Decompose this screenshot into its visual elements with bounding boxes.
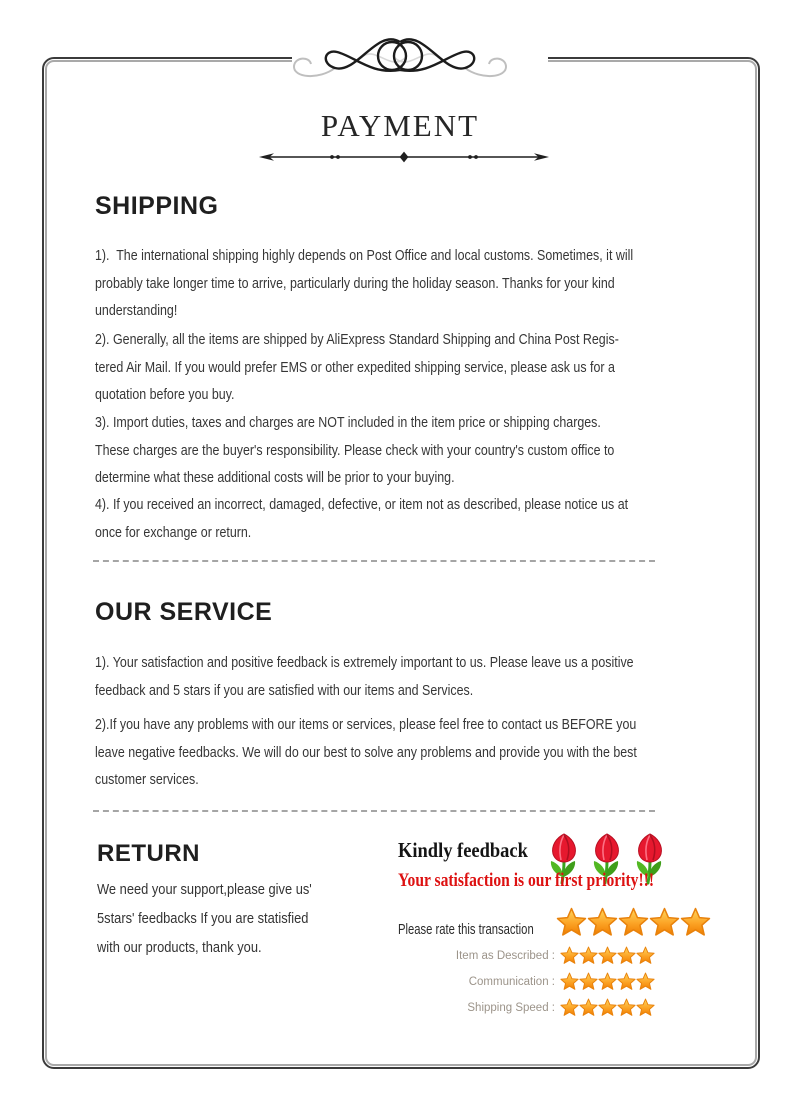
star-icon <box>560 946 579 966</box>
star-icon <box>617 998 636 1018</box>
star-icon <box>649 907 680 939</box>
star-icon <box>617 946 636 966</box>
paragraph-line: 3). Import duties, taxes and charges are NOT included in the item price or shipping charges. <box>95 415 601 431</box>
service-heading: OUR SERVICE <box>95 598 273 626</box>
star-icon <box>587 907 618 939</box>
paragraph-line: once for exchange or return. <box>95 524 252 541</box>
paragraph-line: 1). The international shipping highly depends on Post Office and local customs. Sometimes, it will <box>95 248 634 264</box>
flourish-ornament-icon <box>263 28 537 86</box>
paragraph-line: These charges are the buyer's responsibility. Please check with your country's custom office to <box>95 442 615 459</box>
paragraph-line: customer services. <box>95 772 199 788</box>
star-icon <box>560 972 579 992</box>
star-icon <box>618 907 649 939</box>
shipping-paragraph-4 <box>95 492 628 547</box>
rating-label: Shipping Speed : <box>467 1002 555 1014</box>
star-icon <box>598 946 617 966</box>
paragraph-line: with our products, thank you. <box>97 940 262 956</box>
rating-label: Item as Described : <box>455 950 555 962</box>
return-heading: RETURN <box>97 840 200 867</box>
paragraph-line: understanding! <box>95 303 178 319</box>
paragraph-line: 1). Your satisfaction and positive feedback is extremely important to us. Please leave us a positive <box>95 655 634 671</box>
paragraph-line: probably take longer time to arrive, particularly during the holiday season. Thanks for your kind <box>95 275 615 292</box>
shipping-paragraph-1 <box>95 243 633 326</box>
star-icon <box>579 946 598 966</box>
paragraph-line: 4). If you received an incorrect, damaged, defective, or item not as described, please notice us at <box>95 497 629 513</box>
paragraph-line: We need your support,please give us' <box>97 882 312 898</box>
shipping-paragraph-3 <box>95 410 614 493</box>
star-icon <box>579 998 598 1018</box>
star-icon <box>598 998 617 1018</box>
shipping-paragraph-2 <box>95 327 619 410</box>
paragraph-line: 2).If you have any problems with our items or services, please feel free to contact us BEFORE you <box>95 717 637 733</box>
overall-rating-stars <box>556 907 711 939</box>
shipping-heading: SHIPPING <box>95 192 219 220</box>
star-icon <box>636 998 655 1018</box>
rate-transaction-label: Please rate this transaction <box>398 921 534 938</box>
page-title: PAYMENT <box>320 108 480 143</box>
star-icon <box>617 972 636 992</box>
arrow-divider-icon <box>257 149 551 165</box>
kindly-feedback-title: Kindly feedback <box>398 838 528 862</box>
star-icon <box>556 907 587 939</box>
star-icon <box>636 946 655 966</box>
star-icon <box>680 907 711 939</box>
section-divider <box>93 810 655 812</box>
paragraph-line: 5stars' feedbacks If you are statisfied <box>97 911 309 927</box>
star-icon <box>598 972 617 992</box>
paragraph-line: tered Air Mail. If you would prefer EMS or other expedited shipping service, please ask us for a <box>95 359 615 376</box>
paragraph-line: quotation before you buy. <box>95 387 235 403</box>
rating-stars <box>560 998 655 1018</box>
star-icon <box>560 998 579 1018</box>
star-icon <box>636 972 655 992</box>
service-paragraph-1 <box>95 650 634 705</box>
paragraph-line: feedback and 5 stars if you are satisfied with our items and Services. <box>95 682 474 699</box>
service-paragraph-2 <box>95 712 637 795</box>
rating-stars <box>560 972 655 992</box>
paragraph-line: 2). Generally, all the items are shipped by AliExpress Standard Shipping and China Post Regis- <box>95 332 619 348</box>
section-divider <box>93 560 655 562</box>
return-paragraph <box>97 876 312 963</box>
rating-label: Communication : <box>468 976 555 988</box>
rating-stars <box>560 946 655 966</box>
satisfaction-priority-text: Your satisfaction is our first priority!!! <box>398 870 655 891</box>
paragraph-line: leave negative feedbacks. We will do our best to solve any problems and provide you with the best <box>95 744 637 761</box>
paragraph-line: determine what these additional costs will be prior to your buying. <box>95 470 455 486</box>
star-icon <box>579 972 598 992</box>
